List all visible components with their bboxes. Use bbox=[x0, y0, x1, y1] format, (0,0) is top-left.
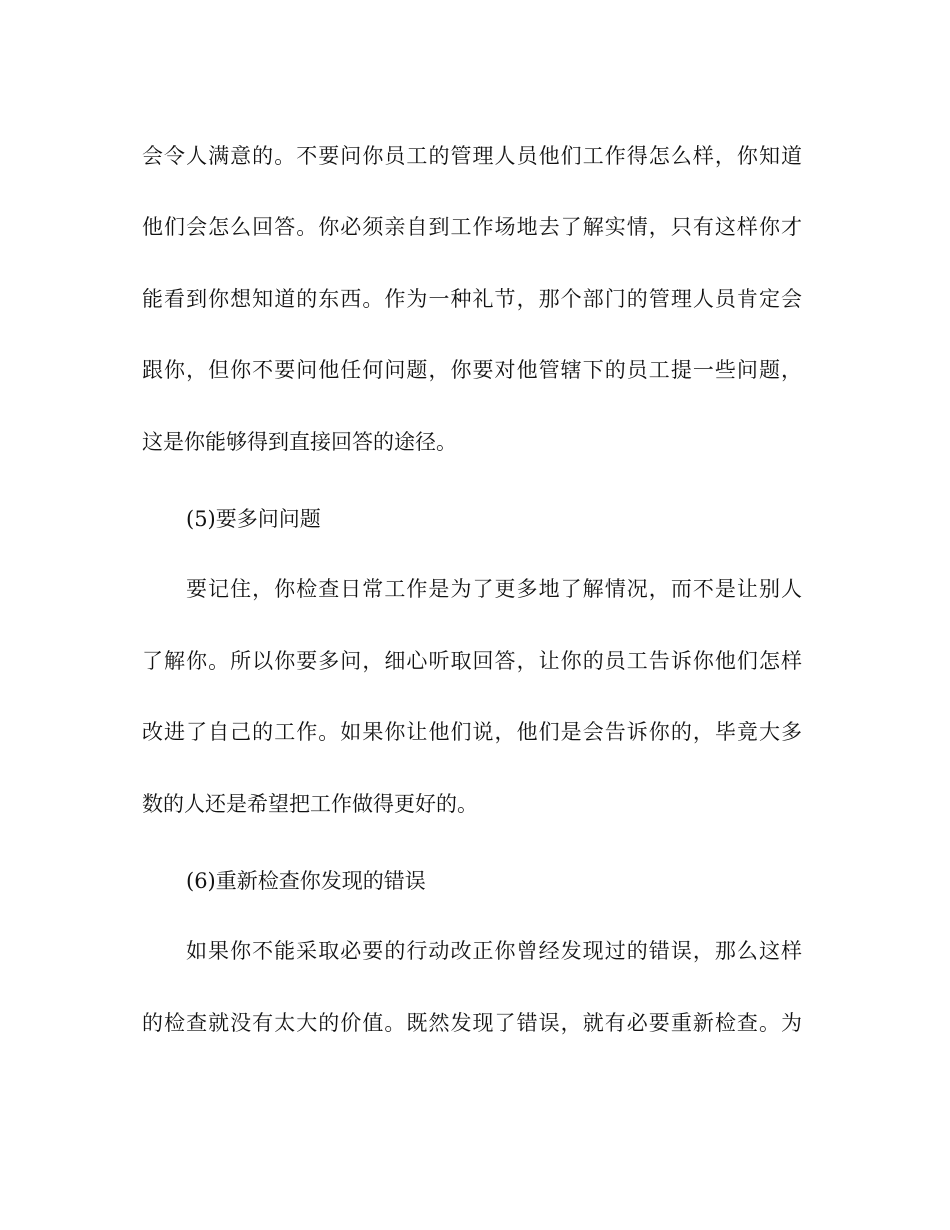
body-text-line: 要记住，你检查日常工作是为了更多地了解情况，而不是让别人 bbox=[186, 577, 802, 601]
body-text-line: 他们会怎么回答。你必须亲自到工作场地去了解实情，只有这样你才 bbox=[142, 215, 802, 239]
body-text-line: 这是你能够得到直接回答的途径。 bbox=[142, 430, 457, 454]
section-heading: (5)要多问问题 bbox=[186, 507, 321, 531]
body-text-line: 数的人还是希望把工作做得更好的。 bbox=[142, 792, 478, 816]
body-text-line: 了解你。所以你要多问，细心听取回答，让你的员工告诉你他们怎样 bbox=[142, 649, 802, 673]
body-text-line: 改进了自己的工作。如果你让他们说，他们是会告诉你的，毕竟大多 bbox=[142, 720, 802, 744]
body-text-line: 跟你，但你不要问他任何问题，你要对他管辖下的员工提一些问题， bbox=[142, 358, 802, 382]
body-text-line: 如果你不能采取必要的行动改正你曾经发现过的错误，那么这样 bbox=[186, 939, 802, 963]
section-heading: (6)重新检查你发现的错误 bbox=[186, 869, 426, 893]
body-text-line: 会令人满意的。不要问你员工的管理人员他们工作得怎么样，你知道 bbox=[142, 144, 802, 168]
body-text-line: 能看到你想知道的东西。作为一种礼节，那个部门的管理人员肯定会 bbox=[142, 287, 802, 311]
body-text-line: 的检查就没有太大的价值。既然发现了错误，就有必要重新检查。为 bbox=[142, 1011, 802, 1035]
